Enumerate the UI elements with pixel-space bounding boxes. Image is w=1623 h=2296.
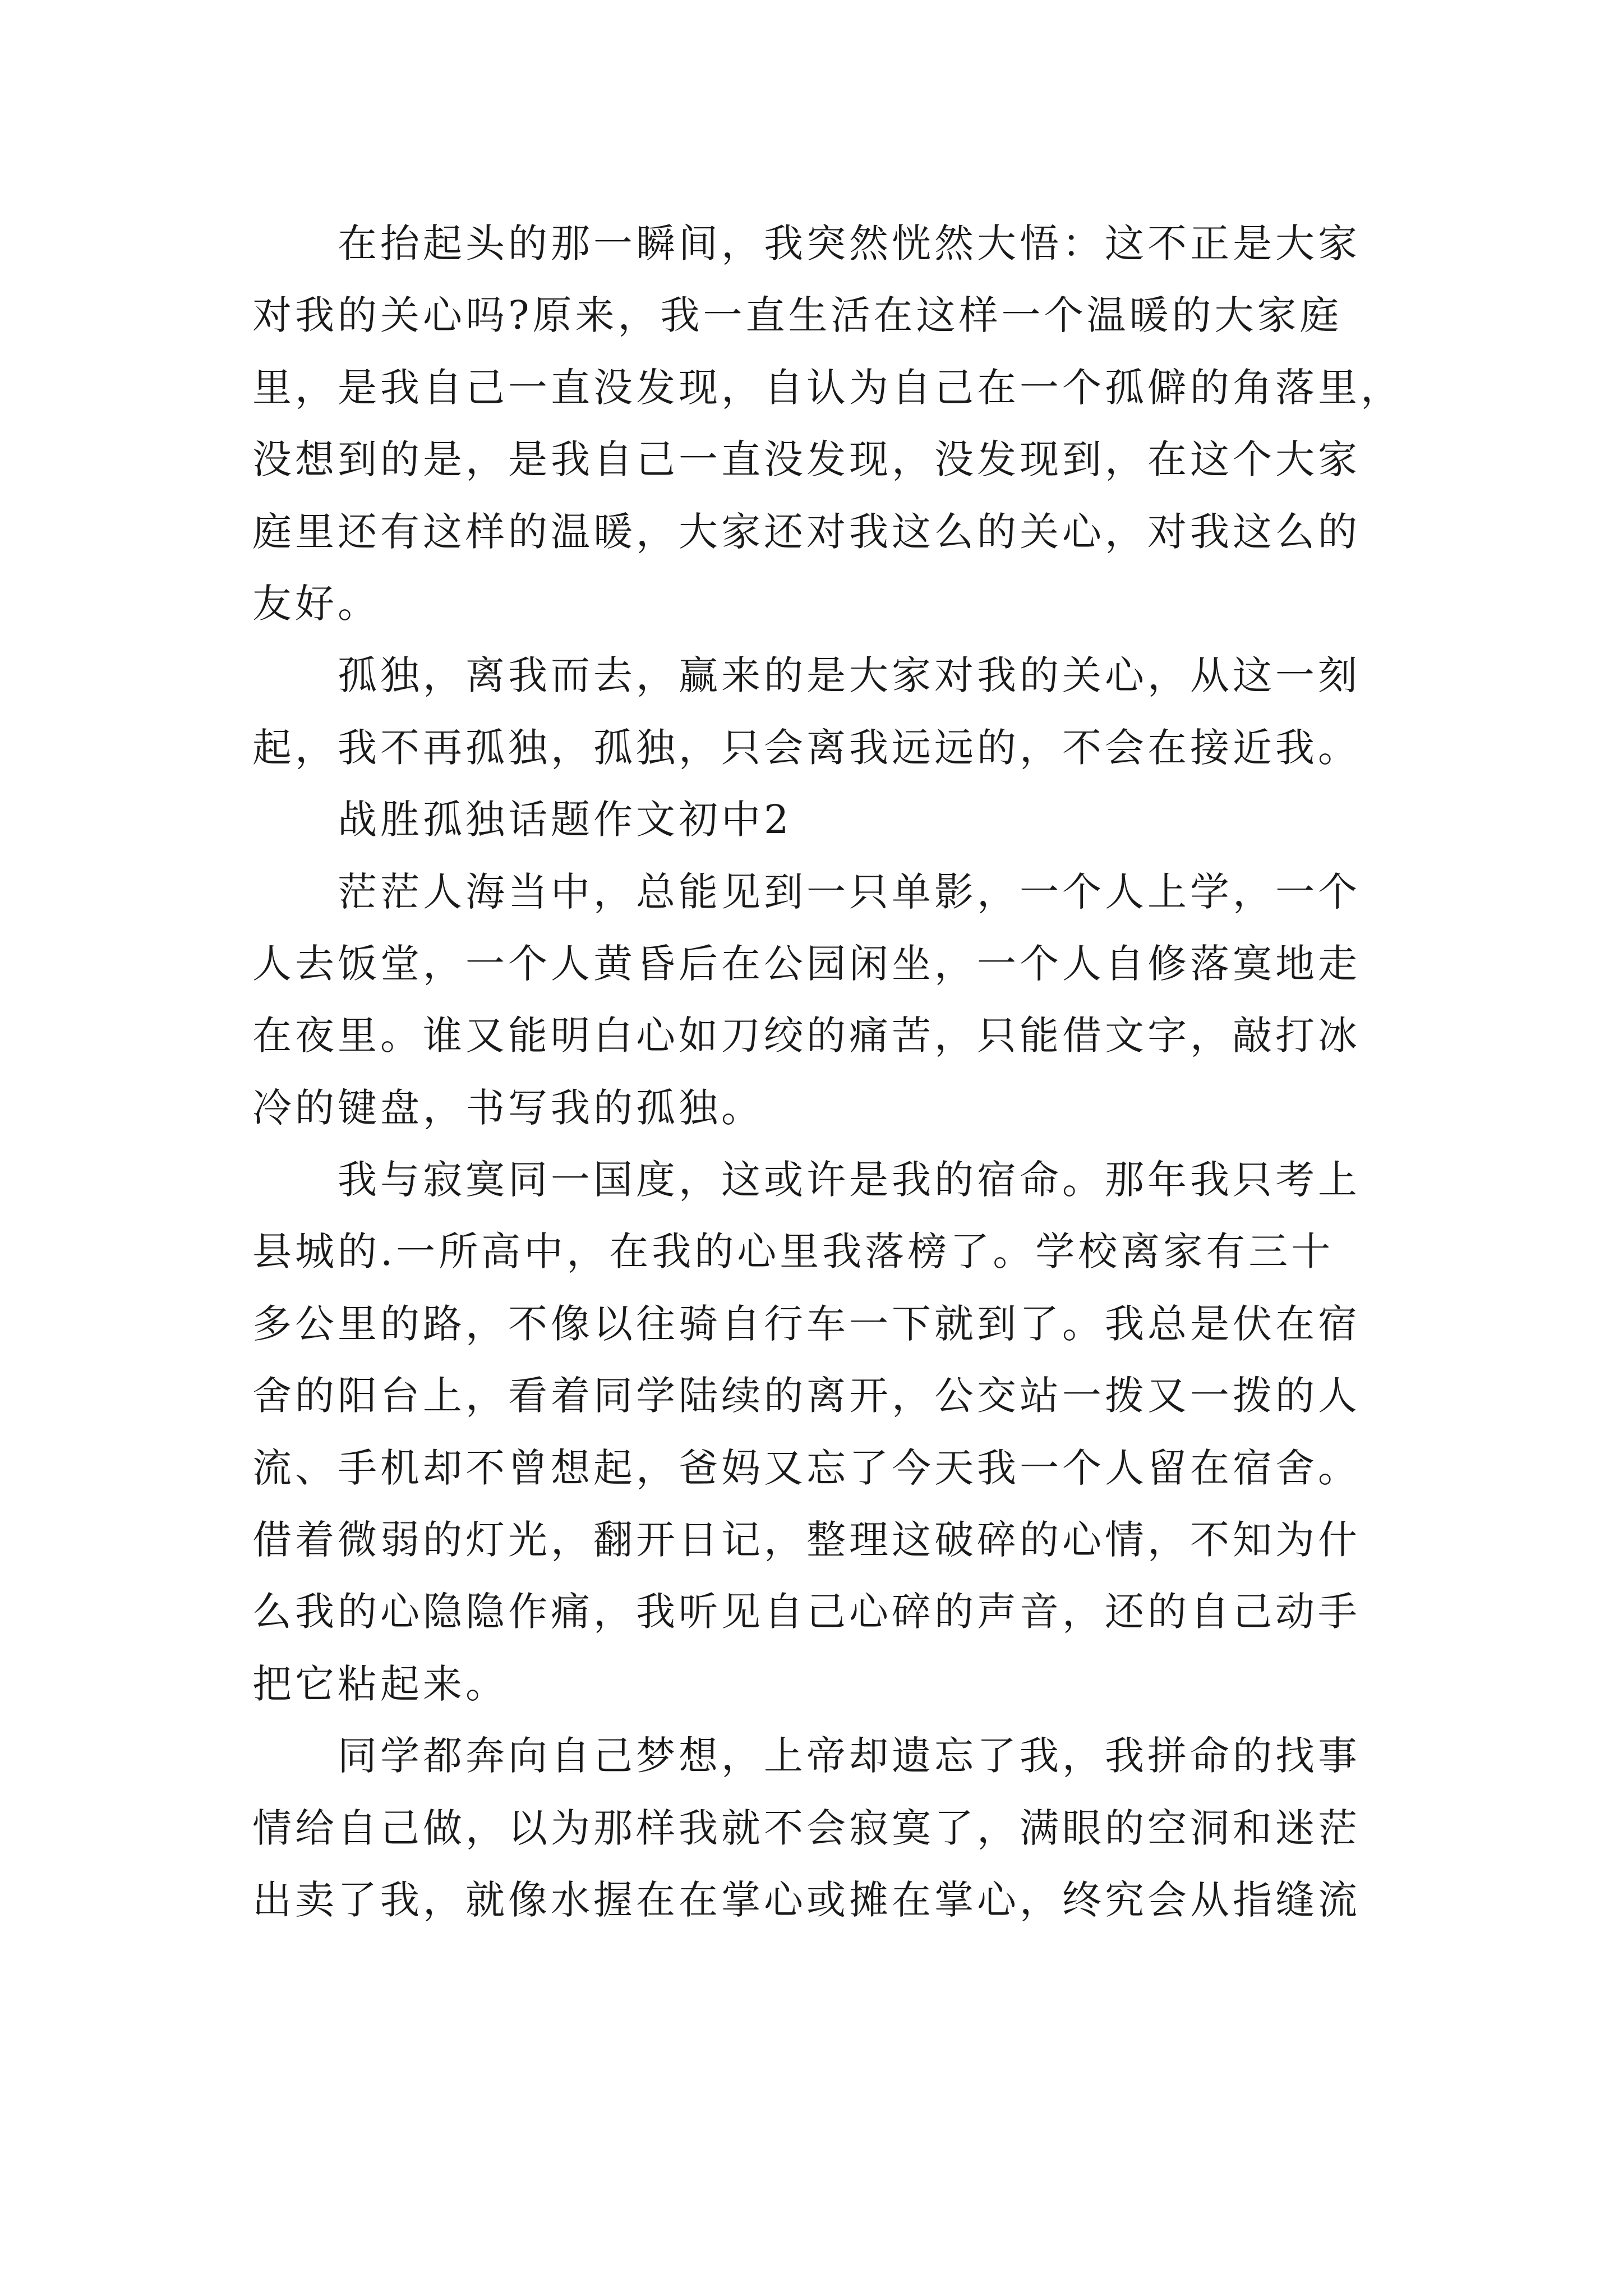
text-line: 对我的关心吗?原来，我一直生活在这样一个温暖的大家庭 — [252, 292, 1343, 339]
text-line: 人去饭堂，一个人黄昏后在公园闲坐，一个人自修落寞地走 — [252, 940, 1361, 987]
text-line: 借着微弱的灯光，翻开日记，整理这破碎的心情，不知为什 — [252, 1517, 1361, 1563]
text-line: 同学都奔向自己梦想，上帝却遗忘了我，我拼命的找事 — [338, 1733, 1361, 1779]
text-line: 茫茫人海当中，总能见到一只单影，一个人上学，一个 — [338, 868, 1361, 915]
text-line: 冷的键盘，书写我的孤独。 — [252, 1084, 764, 1131]
text-line: 友好。 — [252, 580, 380, 627]
text-line: 没想到的是，是我自己一直没发现，没发现到，在这个大家 — [252, 436, 1361, 483]
text-line: 在抬起头的那一瞬间，我突然恍然大悟：这不正是大家 — [338, 220, 1361, 266]
text-line: 舍的阳台上，看着同学陆续的离开，公交站一拨又一拨的人 — [252, 1373, 1361, 1419]
text-line: 县城的.一所高中，在我的心里我落榜了。学校离家有三十 — [252, 1228, 1334, 1275]
text-line: 庭里还有这样的温暖，大家还对我这么的关心，对我这么的 — [252, 508, 1361, 555]
text-line: 多公里的路，不像以往骑自行车一下就到了。我总是伏在宿 — [252, 1300, 1361, 1347]
section-heading: 战胜孤独话题作文初中2 — [338, 797, 792, 843]
essay-body — [252, 208, 1403, 1936]
text-line: 么我的心隐隐作痛，我听见自己心碎的声音，还的自己动手 — [252, 1589, 1361, 1635]
text-line: 我与寂寞同一国度，这或许是我的宿命。那年我只考上 — [338, 1157, 1361, 1203]
text-line: 出卖了我，就像水握在在掌心或摊在掌心，终究会从指缝流 — [252, 1876, 1361, 1923]
text-line: 孤独，离我而去，赢来的是大家对我的关心，从这一刻 — [338, 652, 1361, 699]
text-line: 情给自己做，以为那样我就不会寂寞了，满眼的空洞和迷茫 — [252, 1805, 1361, 1851]
text-line: 起，我不再孤独，孤独，只会离我远远的，不会在接近我。 — [252, 724, 1361, 771]
text-line: 在夜里。谁又能明白心如刀绞的痛苦，只能借文字，敲打冰 — [252, 1013, 1361, 1059]
text-line: 把它粘起来。 — [252, 1660, 508, 1707]
text-line: 里，是我自己一直没发现，自认为自己在一个孤僻的角落里， — [252, 364, 1403, 411]
text-line: 流、手机却不曾想起，爸妈又忘了今天我一个人留在宿舍。 — [252, 1444, 1361, 1491]
